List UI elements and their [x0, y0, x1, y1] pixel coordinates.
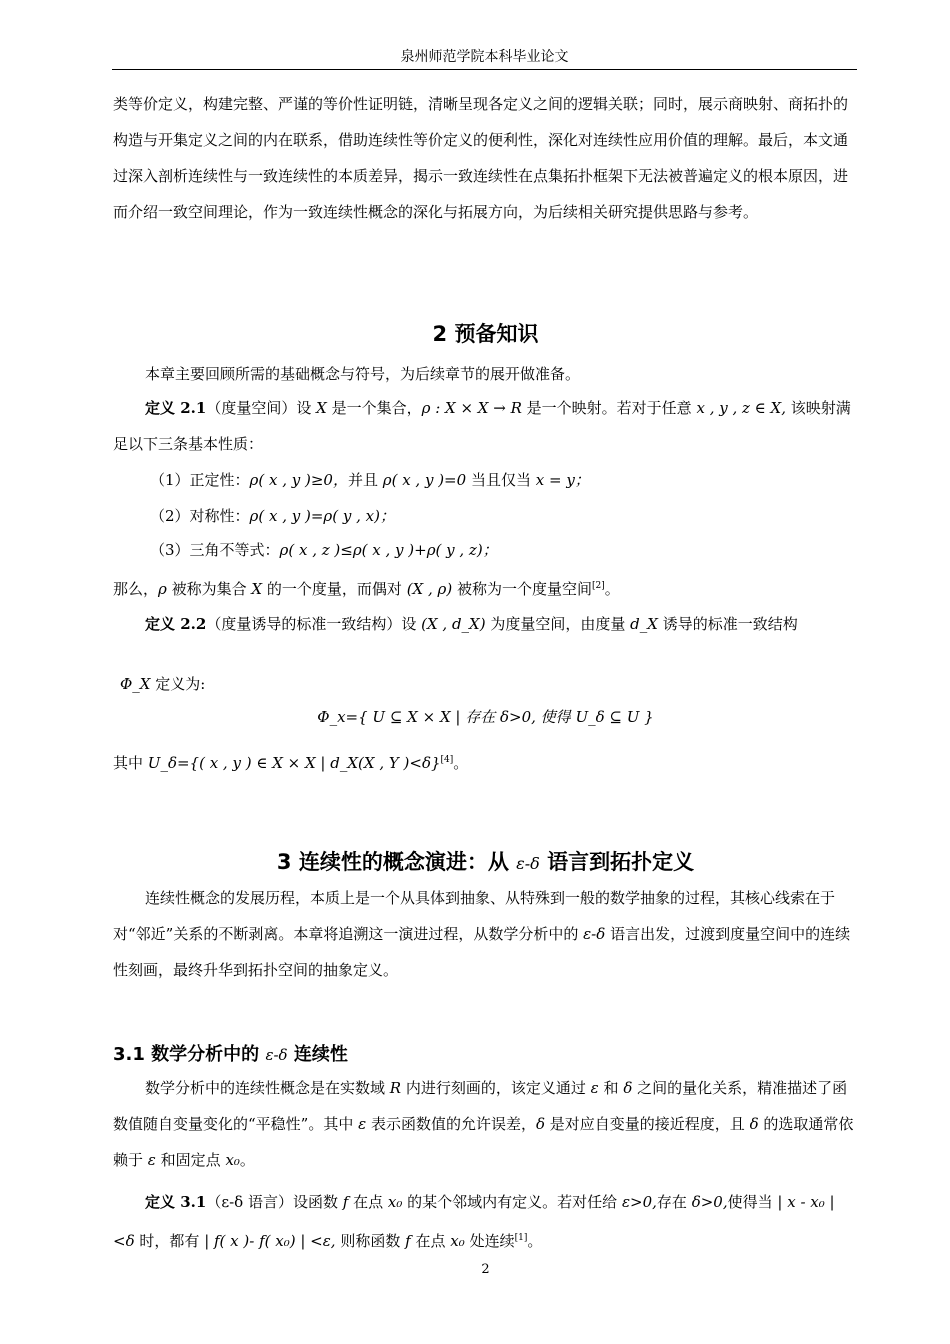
- definition-2-1: 定义 2.1（度量空间）设 X 是一个集合，ρ : X × X → R 是一个映射。若对于任意 x , y , z ∈ X, 该映射满足以下三条基本性质：: [113, 399, 851, 453]
- definition-3-1: 定义 3.1（ε-δ 语言）设函数 f 在点 x₀ 的某个邻域内有定义。若对任给 ε>0,存在 δ>0,使得当 | x - x₀ | <δ 时，都有 | f( x )- f( x₀) | <ε, 则称函数 f 在点 x₀ 处连续[1]。: [113, 1193, 835, 1250]
- definition-2-2-cont: Φ_X 定义为:: [120, 675, 206, 693]
- property-3: （3）三角不等式：ρ( x , z )≤ρ( x , y )+ρ( y , z)；: [150, 541, 498, 559]
- formula-phi: Φ_x={ U ⊆ X × X | 存在 δ>0, 使得 U_δ ⊆ U }: [317, 708, 654, 726]
- section-3-title: 3 连续性的概念演进：从 ε-δ 语言到拓扑定义: [276, 850, 695, 874]
- property-2: （2）对称性：ρ( x , y )=ρ( y , x)；: [150, 507, 395, 525]
- section-2-intro: 本章主要回顾所需的基础概念与符号，为后续章节的展开做准备。: [145, 365, 581, 383]
- formula-u-line: 其中 U_δ={( x , y ) ∈ X × X | d_X(X , Y )<δ}[4]。: [113, 754, 469, 772]
- section-3-1-paragraph: 数学分析中的连续性概念是在实数域 R 内进行刻画的，该定义通过 ε 和 δ 之间的量化关系，精准描述了函数值随自变量变化的“平稳性”。其中 ε 表示函数值的允许误差，δ 是对应自变量的接近程度，且 δ 的选取通常依赖于 ε 和固定点 x₀。: [113, 1079, 854, 1169]
- definition-2-2: 定义 2.2（度量诱导的标准一致结构）设 (X , d_X) 为度量空间，由度量 d_X 诱导的标准一致结构: [145, 615, 798, 633]
- def-label: 定义 2.1: [145, 399, 207, 417]
- property-1: （1）正定性：ρ( x , y )≥0，并且 ρ( x , y )=0 当且仅当 x = y；: [150, 471, 590, 489]
- section-3-intro: 连续性概念的发展历程，本质上是一个从具体到抽象、从特殊到一般的数学抽象的过程，其核心线索在于对“邻近”关系的不断剥离。本章将追溯这一演进过程，从数学分析中的 ε-δ 语言出发，过渡到度量空间中的连续性刻画，最终升华到拓扑空间的抽象定义。: [113, 889, 851, 979]
- citation: [1]: [514, 1233, 528, 1243]
- section-2-title: 2 预备知识: [432, 322, 539, 346]
- intro-paragraph: 类等价定义，构建完整、严谨的等价性证明链，清晰呈现各定义之间的逻辑关联；同时，展示商映射、商拓扑的构造与开集定义之间的内在联系，借助连续性等价定义的便利性，深化对连续性应用价值的理解。最后，本文通过深入剖析连续性与一致连续性的本质差异，揭示一致连续性在点集拓扑框架下无法被普遍定义的根本原因，进而介绍一致空间理论，作为一致连续性概念的深化与拓展方向，为后续相关研究提供思路与参考。: [113, 95, 849, 221]
- citation: [4]: [440, 755, 454, 765]
- metric-conclusion: 那么，ρ 被称为集合 X 的一个度量，而偶对 (X , ρ) 被称为一个度量空间[2]。: [113, 580, 620, 598]
- running-header: 泉州师范学院本科毕业论文: [112, 46, 857, 70]
- section-3-1-title: 3.1 数学分析中的 ε-δ 连续性: [113, 1044, 348, 1065]
- citation: [2]: [592, 581, 605, 591]
- page-number: 2: [481, 1262, 490, 1277]
